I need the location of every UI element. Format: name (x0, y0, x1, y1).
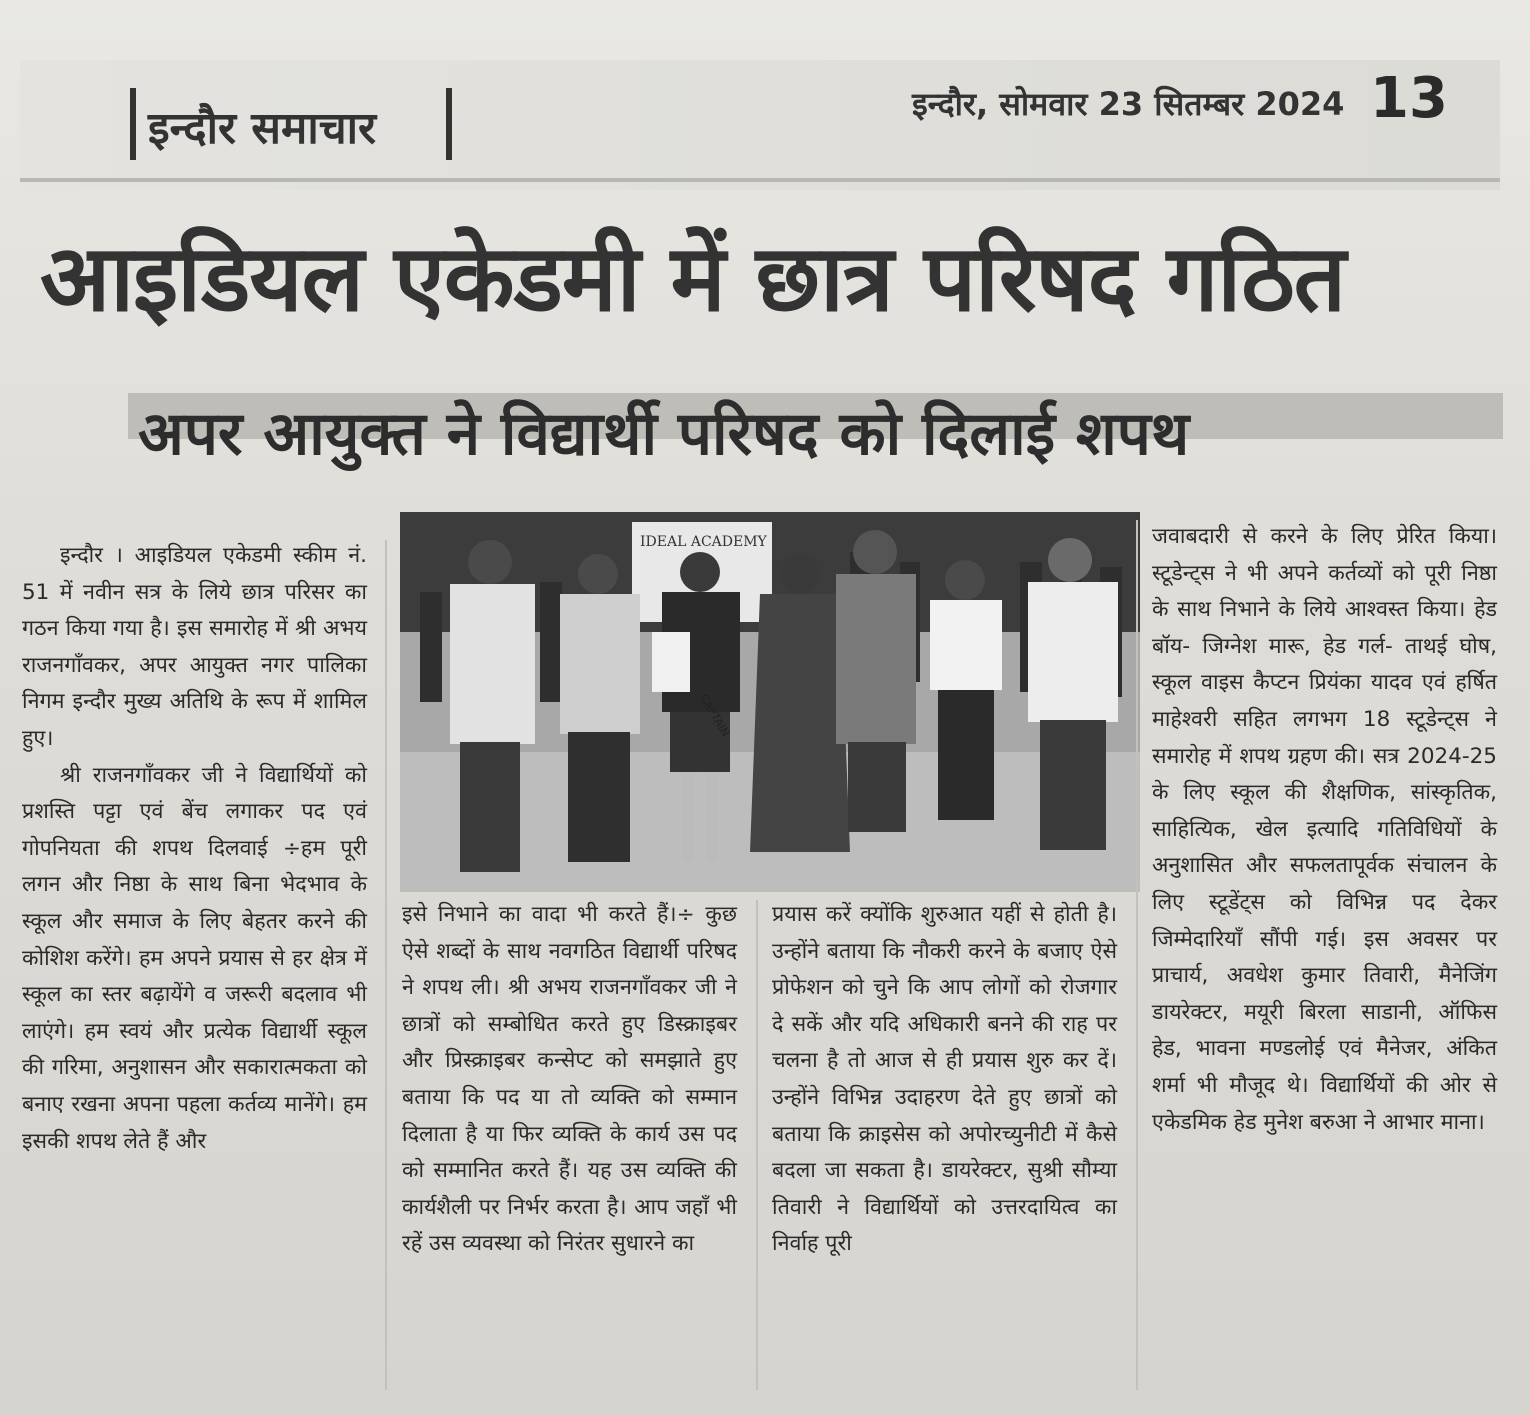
article-paragraph: इसे निभाने का वादा भी करते हैं।÷ कुछ ऐसे शब्दों के साथ नवगठित विद्यार्थी परिषद ने शपथ ली। श्री अभय राजनगाँवकर जी ने छात्रों को सम्बोधित करते हुए डिस्क्राइबर और प्रिस्क्राइबर कन्सेप्ट को समझाते हुए बताया कि पद या तो व्यक्ति को सम्मान दिलाता है या फिर व्यक्ति के कार्य उस पद को सम्मानित करते हैं। यह उस व्यक्ति की कार्यशैली पर निर्भर करता है। आप जहाँ भी रहें उस व्यवस्था को निरंतर सुधारने का (402, 902, 737, 1257)
column-divider (1136, 520, 1138, 1390)
article-column-1 (22, 538, 367, 1160)
article-column-2 (402, 897, 737, 1263)
column-divider (756, 900, 758, 1390)
subheadline: अपर आयुक्त ने विद्यार्थी परिषद को दिलाई शपथ (138, 399, 1190, 469)
headline: आइडियल एकेडमी में छात्र परिषद गठित (40, 225, 1346, 332)
article-column-3 (772, 897, 1117, 1263)
article-paragraph: जवाबदारी से करने के लिए प्रेरित किया। स्टूडेन्ट्स ने भी अपने कर्तव्यों को पूरी निष्ठा के साथ निभाने के लिये आश्वस्त किया। हेड बॉय- जिग्नेश मारू, हेड गर्ल- ताथई घोष, स्कूल वाइस कैप्टन प्रियंका यादव एवं हर्षित माहेश्वरी सहित लगभग 18 स्टूडेन्ट्स ने समारोह में शपथ ग्रहण की। सत्र 2024-25 के लिए स्कूल की शैक्षणिक, सांस्कृतिक, साहित्यिक, खेल इत्यादि गतिविधियों के अनुशासित और सफलतापूर्वक संचालन के लिए स्टूडेंट्स को विभिन्न पद देकर जिम्मेदारियाँ सौंपी गई। इस अवसर पर प्राचार्य, अवधेश कुमार तिवारी, मैनेजिंग डायरेक्टर, मयूरी बिरला साडानी, ऑफिस हेड, भावना मण्डलोई एवं मैनेजर, अंकित शर्मा भी मौजूद थे। विद्यार्थियों की ओर से एकेडमिक हेड मुनेश बरुआ ने आभार माना। (1152, 524, 1497, 1135)
news-photo (400, 512, 1140, 892)
article-paragraph: इन्दौर । आइडियल एकेडमी स्कीम नं. 51 में नवीन सत्र के लिये छात्र परिसर का गठन किया गया है। इस समारोह में श्री अभय राजनगाँवकर, अपर आयुक्त नगर पालिका निगम इन्दौर मुख्य अतिथि के रूप में शामिल हुए। (22, 543, 367, 751)
page-number: 13 (1370, 66, 1448, 131)
photo-sash-text: CAPTAIN (697, 692, 733, 739)
article-paragraph: श्री राजनगाँवकर जी ने विद्यार्थियों को प्रशस्ति पट्टा एवं बेंच लगाकर पद एवं गोपनियता की शपथ दिलवाई ÷हम पूरी लगन और निष्ठा के साथ बिना भेदभाव के स्कूल और समाज के लिए बेहतर करने की कोशिश करेंगे। हम अपने प्रयास से हर क्षेत्र में स्कूल का स्तर बढ़ायेंगे व जरूरी बदलाव भी लाएंगे। हम स्वयं और प्रत्येक विद्यार्थी स्कूल की गरिमा, अनुशासन और सकारात्मकता को बनाए रखना अपना पहला कर्तव्य मानेंगे। हम इसकी शपथ लेते हैं और (22, 762, 367, 1154)
section-title: इन्दौर समाचार (148, 103, 377, 154)
article-paragraph: प्रयास करें क्योंकि शुरुआत यहीं से होती है। उन्होंने बताया कि नौकरी करने के बजाए ऐसे प्रोफेशन को चुने कि आप लोगों को रोजगार दे सकें और यदि अधिकारी बनने की राह पर चलना है तो आज से ही प्रयास शुरु कर दें। उन्होंने विभिन्न उदाहरण देते हुए छात्रों को बताया कि क्राइसेस को अपोरच्युनीटी में कैसे बदला जा सकता है। डायरेक्टर, सुश्री सौम्या तिवारी ने विद्यार्थियों को उत्तरदायित्व का निर्वाह पूरी (772, 902, 1117, 1257)
photo-banner-text: IDEAL ACADEMY (640, 534, 767, 550)
column-divider (385, 540, 387, 1390)
article-column-4 (1152, 519, 1497, 1141)
photo-illustration (400, 512, 1140, 892)
masthead-rule (20, 178, 1500, 182)
dateline: इन्दौर, सोमवार 23 सितम्बर 2024 (912, 85, 1345, 123)
